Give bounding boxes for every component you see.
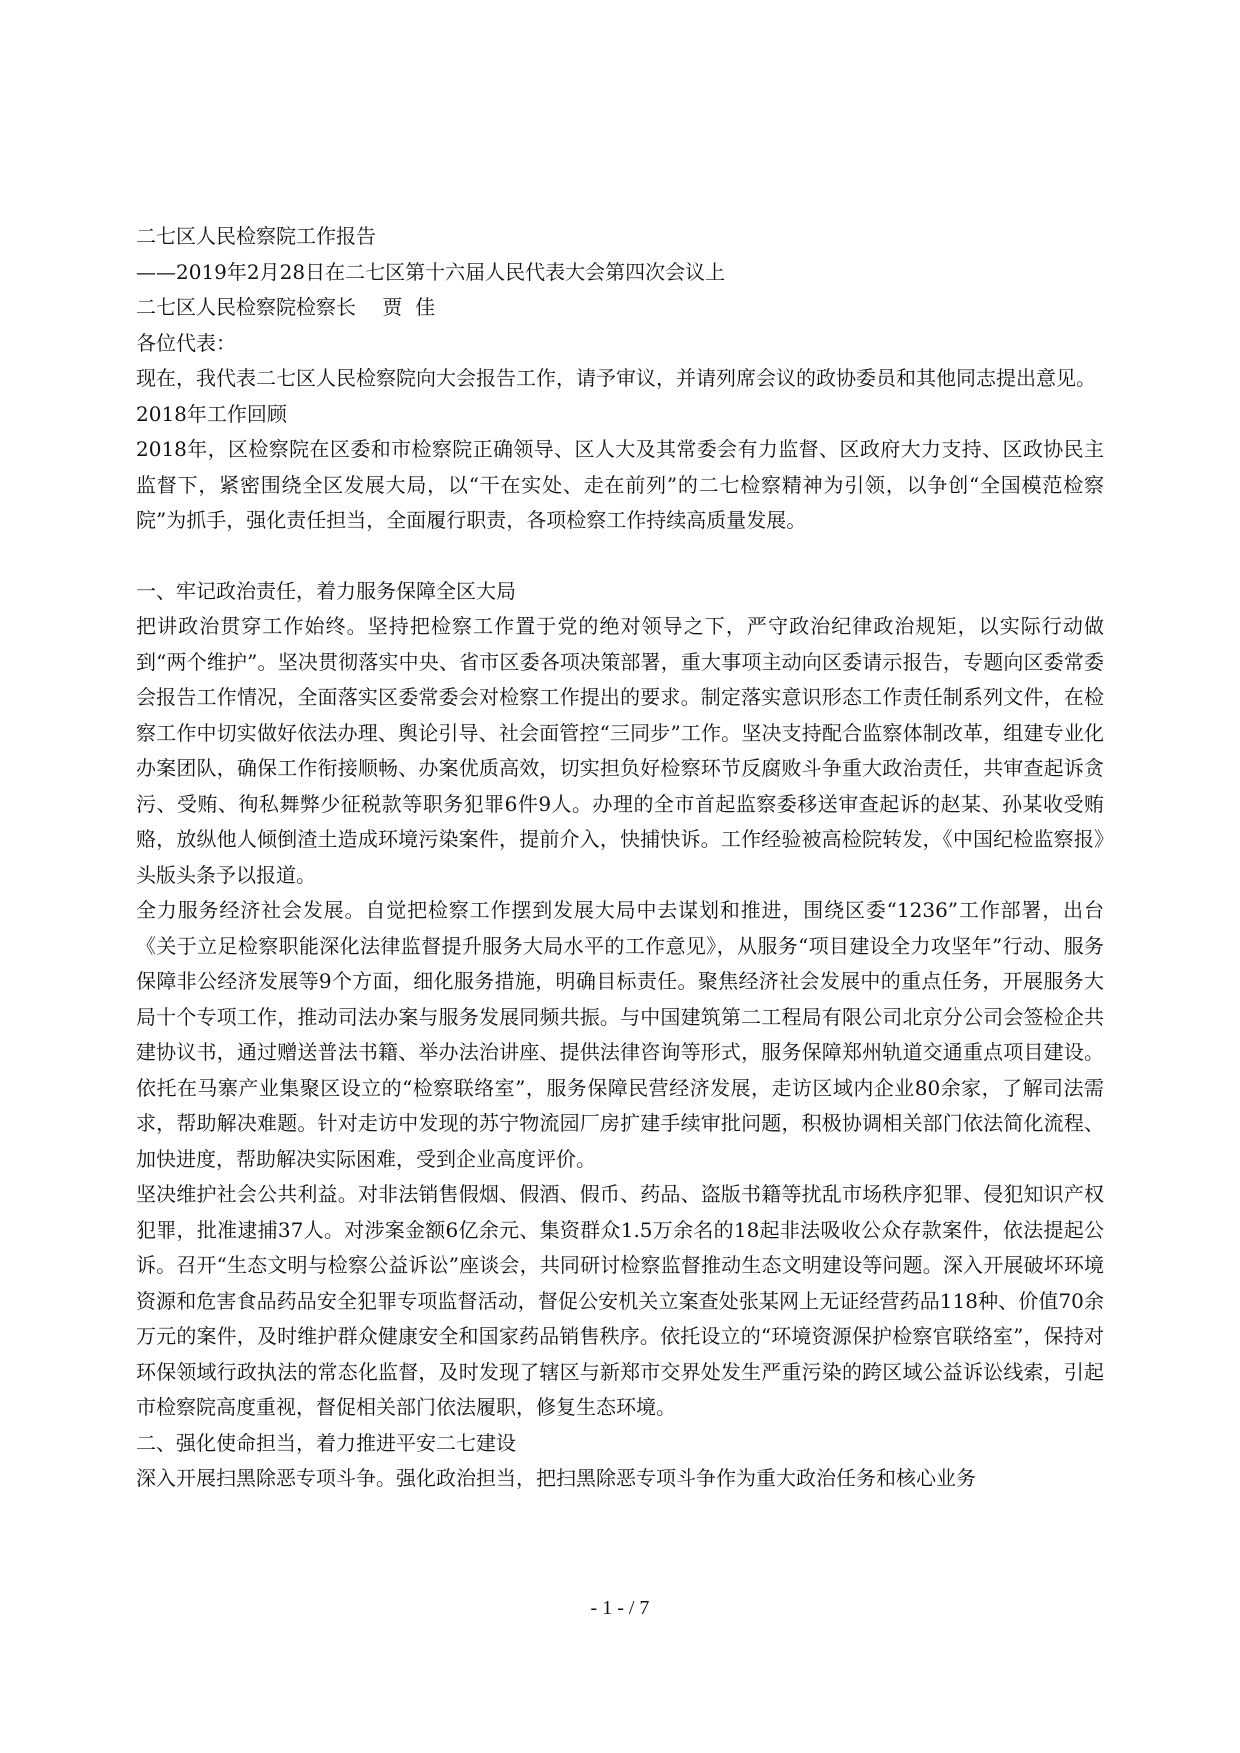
review-heading: 2018年工作回顾 <box>136 401 287 426</box>
intro-paragraph: 现在，我代表二七区人民检察院向大会报告工作，请予审议，并请列席会议的政协委员和其他同志提出意见。 <box>136 366 1096 390</box>
section-two-heading: 二、强化使命担当，着力推进平安二七建设 <box>136 1430 516 1455</box>
report-subtitle: ——2019年2月28日在二七区第十六届人民代表大会第四次会议上 <box>136 259 726 284</box>
section-one-paragraph-economy: 全力服务经济社会发展。自觉把检察工作摆到发展大局中去谋划和推进，围绕区委“1236”工作部署，出台《关于立足检察职能深化法律监督提升服务大局水平的工作意见》，从服务“项目建设全力攻坚年”行动、服务保障非公经济发展等9个方面，细化服务措施，明确目标责任。聚焦经济社会发展中的重点任务，开展服务大局十个专项工作，推动司法办案与服务发展同频共振。与中国建筑第二工程局有限公司北京分公司会签检企共建协议书，通过赠送普法书籍、举办法治讲座、提供法律咨询等形式，服务保障郑州轨道交通重点项目建设。依托在马寨产业集聚区设立的“检察联络室”，服务保障民营经济发展，走访区域内企业80余家，了解司法需求，帮助解决难题。针对走访中发现的苏宁物流园厂房扩建手续审批问题，积极协调相关部门依法简化流程、加快进度，帮助解决实际困难，受到企业高度评价。 <box>136 898 1104 1171</box>
report-author: 二七区人民检察院检察长 贾 佳 <box>136 295 436 319</box>
salutation: 各位代表： <box>136 330 236 355</box>
section-one-heading: 一、牢记政治责任，着力服务保障全区大局 <box>136 578 516 603</box>
section-two-paragraph-crime: 深入开展扫黑除恶专项斗争。强化政治担当，把扫黑除恶专项斗争作为重大政治任务和核心业务 <box>136 1466 976 1490</box>
section-one-paragraph-politics: 把讲政治贯穿工作始终。坚持把检察工作置于党的绝对领导之下，严守政治纪律政治规矩，以实际行动做到“两个维护”。坚决贯彻落实中央、省市区委各项决策部署，重大事项主动向区委请示报告，专题向区委常委会报告工作情况，全面落实区委常委会对检察工作提出的要求。制定落实意识形态工作责任制系列文件，在检察工作中切实做好依法办理、舆论引导、社会面管控“三同步”工作。坚决支持配合监察体制改革，组建专业化办案团队，确保工作衔接顺畅、办案优质高效，切实担负好检察环节反腐败斗争重大政治责任，共审查起诉贪污、受贿、徇私舞弊少征税款等职务犯罪6件9人。办理的全市首起监察委移送审查起诉的赵某、孙某收受贿赂，放纵他人倾倒渣土造成环境污染案件，提前介入，快捕快诉。工作经验被高检院转发，《中国纪检监察报》头版头条予以报道。 <box>136 614 1104 887</box>
page-number: - 1 - / 7 <box>590 1597 650 1619</box>
report-title: 二七区人民检察院工作报告 <box>136 224 376 248</box>
section-one-paragraph-public-interest: 坚决维护社会公共利益。对非法销售假烟、假酒、假币、药品、盗版书籍等扰乱市场秩序犯罪、侵犯知识产权犯罪，批准逮捕37人。对涉案金额6亿余元、集资群众1.5万余名的18起非法吸收公众存款案件，依法提起公诉。召开“生态文明与检察公益诉讼”座谈会，共同研讨检察监督推动生态文明建设等问题。深入开展破坏环境资源和危害食品药品安全犯罪专项监督活动，督促公安机关立案查处张某网上无证经营药品118种、价值70余万元的案件，及时维护群众健康安全和国家药品销售秩序。依托设立的“环境资源保护检察官联络室”，保持对环保领域行政执法的常态化监督，及时发现了辖区与新郑市交界处发生严重污染的跨区域公益诉讼线索，引起市检察院高度重视，督促相关部门依法履职，修复生态环境。 <box>136 1182 1104 1419</box>
review-summary-paragraph: 2018年，区检察院在区委和市检察院正确领导、区人大及其常委会有力监督、区政府大力支持、区政协民主监督下，紧密围绕全区发展大局，以“干在实处、走在前列”的二七检察精神为引领，以争创“全国模范检察院”为抓手，强化责任担当，全面履行职责，各项检察工作持续高质量发展。 <box>136 437 1104 532</box>
paragraph-gap <box>136 539 1104 574</box>
document-body <box>136 219 1104 1497</box>
